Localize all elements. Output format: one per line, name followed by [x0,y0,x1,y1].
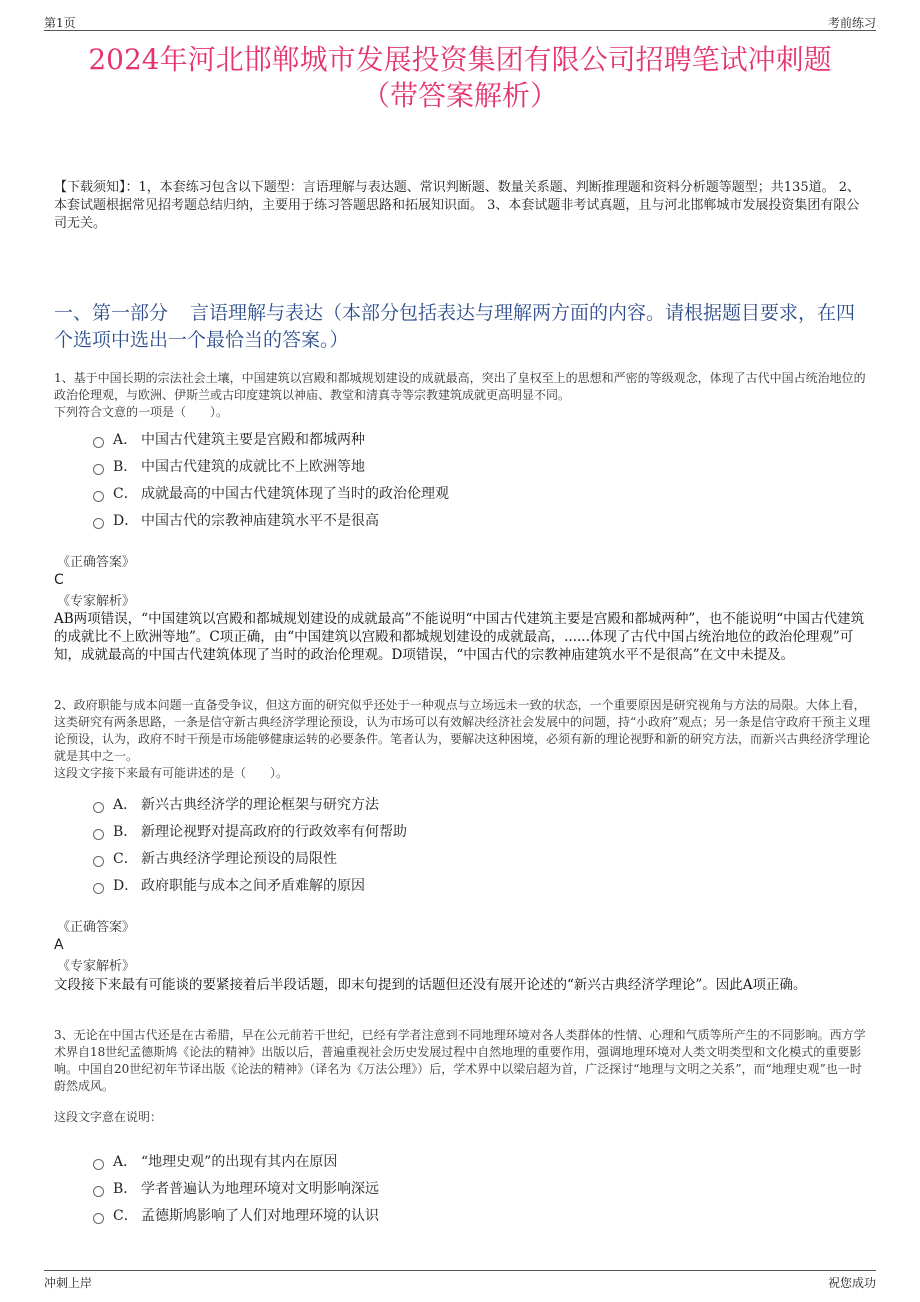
document-title [40,42,880,114]
footer-right-text: 祝您成功 [827,1276,876,1290]
question-prompt: 这段文字接下来最有可能讲述的是（ ）。 [54,766,289,780]
question-stem-text: 1、基于中国长期的宗法社会土壤，中国建筑以宫殿和都城规划建设的成就最高，突出了皇权至上的思想和严密的等级观念，体现了古代中国占统治地位的政治伦理观，与欧洲、伊斯兰或古印度建筑以神庙、教堂和清真寺等宗教建筑成就更高明显不同。 [54,371,866,402]
radio-icon[interactable] [93,464,104,475]
answer-value: A [54,937,64,953]
question-1-stem [54,370,872,421]
analysis-text: AB两项错误，“中国建筑以宫殿和都城规划建设的成就最高”不能说明“中国古代建筑主要是宫殿和都城两种”，也不能说明“中国古代建筑的成就比不上欧洲等地”。C项正确，由“中国建筑以宫殿和都城规划建设的成就最高，......体现了古代中国占统治地位的政治伦理观”可知，成就最高的中国古代建筑体现了当时的政治伦理观。D项错误，“中国古代的宗教神庙建筑水平不是很高”在文中未提及。 [54,611,865,663]
page-header [44,12,876,31]
question-1-option-b[interactable] [93,457,365,477]
answer-label: 《正确答案》 [57,920,136,935]
radio-icon[interactable] [93,883,104,894]
question-stem-text: 3、无论在中国古代还是在古希腊，早在公元前若干世纪，已经有学者注意到不同地理环境对各人类群体的性情、心理和气质等所产生的不同影响。西方学术界自18世纪孟德斯鸠《论法的精神》出版以后，普遍重视社会历史发展过程中自然地理的重要作用，强调地理环境对人类文明类型和文化模式的重要影响。中国自20世纪初年节译出版《论法的精神》（译名为《万法公理》）后，学术界中以梁启超为首，广泛探讨“地理与文明之关系”，而“地理史观”也一时蔚然成风。 [54,1028,866,1093]
question-2-option-c[interactable] [93,849,337,869]
analysis-label: 《专家解析》 [57,594,136,609]
radio-icon[interactable] [93,802,104,813]
question-3-option-a[interactable] [93,1152,337,1172]
option-letter: B． [113,459,138,475]
option-text: 新古典经济学理论预设的局限性 [141,851,337,867]
option-text: 政府职能与成本之间矛盾难解的原因 [141,878,365,894]
option-letter: D． [113,513,139,529]
radio-icon[interactable] [93,1186,104,1197]
option-letter: B． [113,1181,138,1197]
option-text: 成就最高的中国古代建筑体现了当时的政治伦理观 [141,486,449,502]
section-label: 一、第一部分 [54,302,169,324]
radio-icon[interactable] [93,1213,104,1224]
question-3-stem [54,1027,872,1126]
radio-icon[interactable] [93,829,104,840]
analysis-text: 文段接下来最有可能谈的要紧接着后半段话题，即末句提到的话题但还没有展开论述的“新兴古典经济学理论”。因此A项正确。 [54,977,807,993]
footer-left-text: 冲刺上岸 [44,1276,93,1290]
question-2-stem [54,697,872,782]
question-1-option-a[interactable] [93,430,365,450]
title-line-1: 2024年河北邯郸城市发展投资集团有限公司招聘笔试冲刺题 [88,43,832,76]
question-prompt: 下列符合文意的一项是（ ）。 [54,405,229,419]
option-letter: A． [113,432,138,448]
question-stem-text: 2、政府职能与成本问题一直备受争议，但这方面的研究似乎还处于一种观点与立场远未一致的状态，一个重要原因是研究视角与方法的局限。大体上看，这类研究有两条思路，一条是信守新古典经济学理论预设，认为市场可以有效解决经济社会发展中的问题，持“小政府”观点；另一条是信守政府干预主义理论预设，认为，政府不时干预是市场能够健康运转的必要条件。笔者认为，要解决这种困境，必须有新的理论视野和新的研究方法，而新兴古典经济学理论就是其中之一。 [54,698,871,763]
header-label: 考前练习 [827,16,876,30]
radio-icon[interactable] [93,491,104,502]
radio-icon[interactable] [93,518,104,529]
section-text: 言语理解与表达（本部分包括表达与理解两方面的内容。请根据题目要求，在四个选项中选出一个最恰当的答案。） [54,302,856,351]
option-letter: A． [113,797,138,813]
option-letter: C． [113,851,138,867]
page-footer [44,1270,876,1291]
option-text: 学者普遍认为地理环境对文明影响深远 [141,1181,379,1197]
question-2-option-a[interactable] [93,795,379,815]
radio-icon[interactable] [93,1159,104,1170]
page-number: 第1页 [44,16,76,30]
option-text: 中国古代的宗教神庙建筑水平不是很高 [141,513,379,529]
question-1-option-c[interactable] [93,484,449,504]
question-3-option-c[interactable] [93,1206,379,1226]
option-letter: C． [113,486,138,502]
option-letter: A． [113,1154,138,1170]
radio-icon[interactable] [93,437,104,448]
question-3-option-b[interactable] [93,1179,379,1199]
download-notice: 【下载须知】：1，本套练习包含以下题型：言语理解与表达题、常识判断题、数量关系题、判断推理题和资料分析题等题型；共135道。 2、本套试题根据常见招考题总结归纳，主要用于练习答题思路和拓展知识面。 3、本套试题非考试真题，且与河北邯郸城市发展投资集团有限公司无关。 [54,180,860,231]
section-heading [54,300,870,354]
option-text: 孟德斯鸠影响了人们对地理环境的认识 [141,1208,379,1224]
answer-label: 《正确答案》 [57,555,136,570]
option-text: 新理论视野对提高政府的行政效率有何帮助 [141,824,407,840]
question-2-option-d[interactable] [93,876,365,896]
option-text: “地理史观”的出现有其内在原因 [141,1154,338,1170]
option-letter: B． [113,824,138,840]
title-line-2: （带答案解析） [361,79,558,112]
option-letter: C． [113,1208,138,1224]
option-letter: D． [113,878,139,894]
analysis-label: 《专家解析》 [57,959,136,974]
option-text: 新兴古典经济学的理论框架与研究方法 [141,797,379,813]
question-1-option-d[interactable] [93,511,379,531]
option-text: 中国古代建筑的成就比不上欧洲等地 [141,459,365,475]
question-prompt: 这段文字意在说明： [54,1110,163,1124]
option-text: 中国古代建筑主要是宫殿和都城两种 [141,432,365,448]
question-2-option-b[interactable] [93,822,407,842]
radio-icon[interactable] [93,856,104,867]
answer-value: C [54,572,64,588]
